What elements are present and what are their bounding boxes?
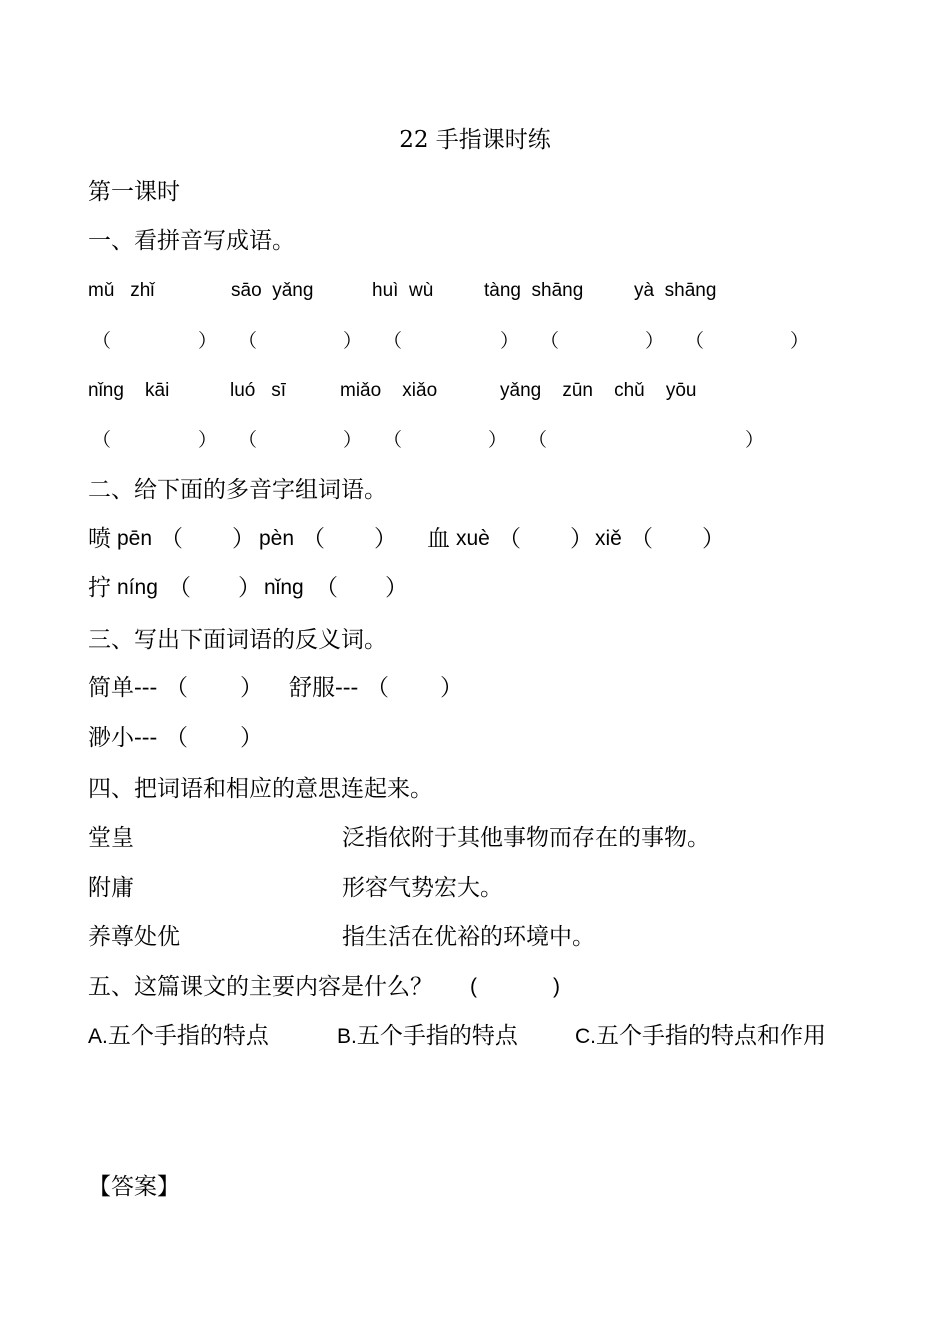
- q1-heading: 一、看拼音写成语。: [88, 228, 295, 254]
- q4-word-3[interactable]: 养尊处优: [88, 924, 180, 950]
- q2-char-3-pinyin-1: níng: [117, 576, 158, 599]
- q5-option-c-letter: C.: [575, 1025, 596, 1048]
- q2-char-1-pinyin-2: pèn: [259, 527, 295, 550]
- q1-pinyin-2: sāo yǎng: [231, 280, 314, 301]
- q1-pinyin-8: miǎo xiǎo: [340, 380, 438, 401]
- q2-char-3: 拧: [88, 575, 111, 601]
- q2-char-1-pinyin-1: pēn: [117, 527, 153, 550]
- q5-heading: 五、这篇课文的主要内容是什么？: [88, 974, 433, 1000]
- q2-char-2-pinyin-1: xuè: [456, 527, 490, 550]
- q4-word-1[interactable]: 堂皇: [88, 825, 134, 851]
- q3-word-3: 渺小---: [88, 725, 158, 751]
- lesson-label: 第一课时: [88, 179, 180, 205]
- answer-label: 【答案】: [88, 1174, 180, 1200]
- q2-char-2: 血: [427, 526, 450, 552]
- q3-word-2: 舒服---: [289, 675, 359, 701]
- q5-option-c-text: 五个手指的特点和作用: [596, 1023, 826, 1049]
- q5-option-a-letter: A.: [88, 1025, 108, 1048]
- q5-option-a[interactable]: [88, 1021, 269, 1052]
- q1-pinyin-6: nǐng kāi: [88, 380, 170, 401]
- q3-word-1: 简单---: [88, 675, 158, 701]
- q2-heading: 二、给下面的多音字组词语。: [88, 477, 387, 503]
- q1-pinyin-1: mǔ zhǐ: [88, 280, 155, 301]
- q4-meaning-2[interactable]: 形容气势宏大。: [342, 875, 503, 901]
- q4-meaning-1[interactable]: 泛指依附于其他事物而存在的事物。: [342, 825, 710, 851]
- q1-pinyin-4: tàng shāng: [484, 280, 584, 301]
- q5-option-b-letter: B.: [337, 1025, 357, 1048]
- q3-heading: 三、写出下面词语的反义词。: [88, 627, 387, 653]
- page-title: 22 手指课时练: [399, 127, 551, 153]
- q5-option-b[interactable]: [337, 1021, 518, 1052]
- q2-char-3-pinyin-2: nǐng: [264, 576, 304, 599]
- q4-word-2[interactable]: 附庸: [88, 875, 134, 901]
- q5-option-b-text: 五个手指的特点: [356, 1023, 518, 1049]
- q1-pinyin-5: yà shāng: [634, 280, 717, 301]
- q5-option-c[interactable]: [575, 1021, 826, 1052]
- q1-pinyin-3: huì wù: [372, 280, 434, 301]
- worksheet-page: 22 手指课时练 第一课时 一、看拼音写成语。 mǔ zhǐ sāo yǎng huì wù tàng shāng yà shāng （ ） （ ） （ ） （ ） （ ） nǐng kāi luó sī miǎo xiǎo yǎng zūn chǔ yōu （ ） （ ） （ ） （ ） 二、给下面的多音字组词语。 喷 pēn （ ） pèn （ ） 血 xuè （ ） xiě （ ） 拧 níng （ ） nǐng （ ） 三、写出下面词语的反义词。 简单--- （ ） 舒服--- （ ） 渺小--- （ ） 四、把词语和相应的意思连起来。 堂皇 泛指依附于其他事物而存在的事物。 附庸 形容气势宏大。 养尊处优 指生活在优裕的环境中。 五、这篇课文的主要内容是什么？ ( ) A.五个手指的特点 B.五个手指的特点 C.五个手指的特点和作用 【答案】: [0, 0, 950, 1344]
- q1-pinyin-7: luó sī: [230, 380, 286, 401]
- q2-char-1: 喷: [88, 526, 111, 552]
- q4-meaning-3[interactable]: 指生活在优裕的环境中。: [342, 924, 595, 950]
- q1-pinyin-9: yǎng zūn chǔ yōu: [500, 380, 697, 401]
- q5-option-a-text: 五个手指的特点: [107, 1023, 269, 1049]
- q4-heading: 四、把词语和相应的意思连起来。: [88, 776, 433, 802]
- q2-char-2-pinyin-2: xiě: [595, 527, 622, 550]
